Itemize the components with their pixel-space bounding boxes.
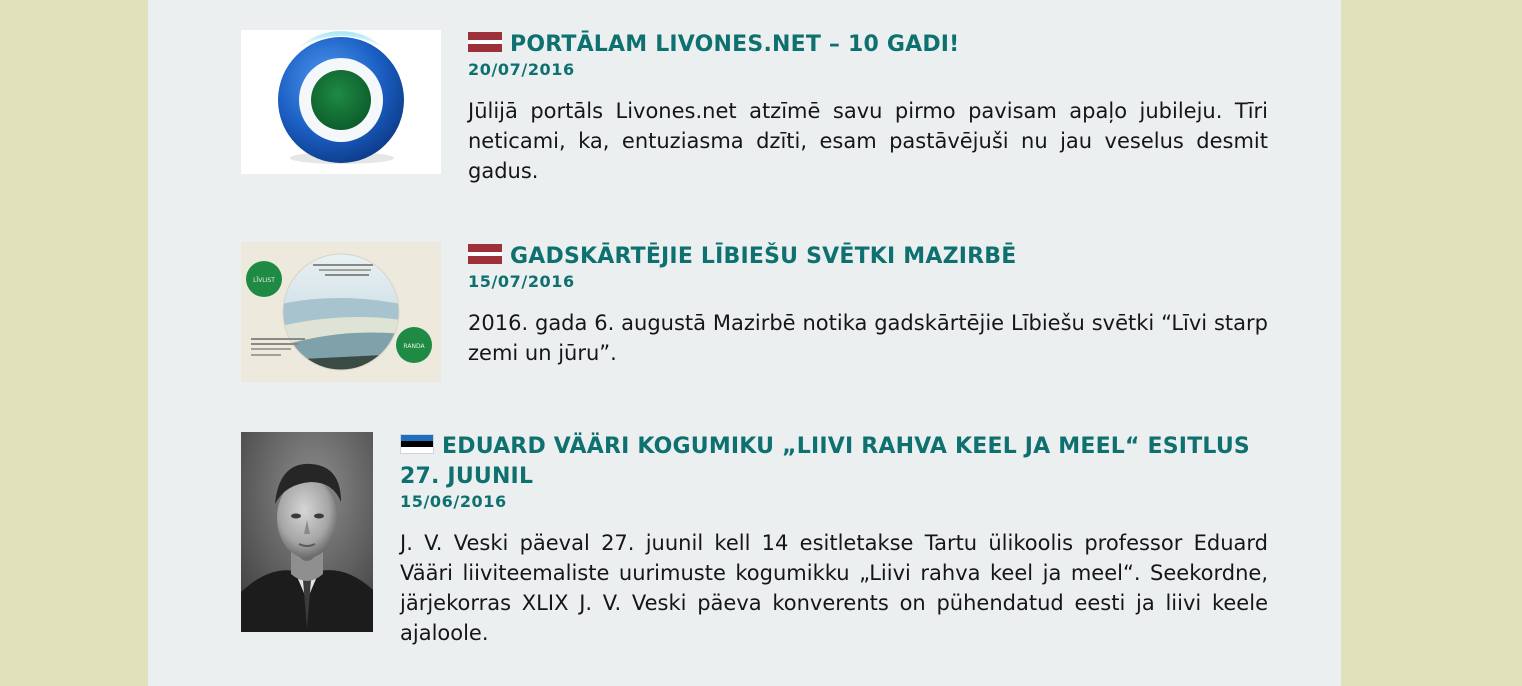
news-item-body (468, 242, 1268, 368)
news-title-link[interactable]: EDUARD VÄÄRI KOGUMIKU „LIIVI RAHVA KEEL JA MEEL“ ESITLUS 27. JUUNIL (400, 434, 1250, 489)
svg-text:RANDA: RANDA (403, 343, 425, 350)
news-title (468, 242, 1268, 272)
latvian-flag-icon (468, 244, 502, 264)
news-title (468, 30, 1268, 60)
news-item-body (400, 432, 1268, 648)
news-item (241, 242, 1268, 382)
news-list (148, 0, 1341, 686)
latvian-flag-icon (468, 32, 502, 52)
target-logo-icon (241, 30, 441, 174)
estonian-flag-icon (400, 434, 434, 454)
news-title-link[interactable]: GADSKĀRTĒJIE LĪBIEŠU SVĒTKI MAZIRBĒ (510, 244, 1017, 269)
portrait-photo-image (241, 432, 373, 632)
festival-poster-thumbnail[interactable] (241, 242, 441, 382)
news-date: 15/06/2016 (400, 492, 507, 511)
news-item (241, 432, 1268, 662)
news-title-link[interactable]: PORTĀLAM LIVONES.NET – 10 GADI! (510, 32, 960, 57)
news-date: 20/07/2016 (468, 60, 575, 79)
livones-logo-thumbnail[interactable] (241, 30, 441, 174)
news-excerpt: 2016. gada 6. augustā Mazirbē notika gadskārtējie Lībiešu svētki “Līvi starp zemi un jūru”. (468, 311, 1268, 365)
news-excerpt: Jūlijā portāls Livones.net atzīmē savu pirmo pavisam apaļo jubileju. Tīri neticami, ka, entuziasma dzīti, esam pastāvējuši nu jau veselus desmit gadus. (468, 99, 1268, 183)
news-item-body (468, 30, 1268, 186)
portrait-photo-thumbnail[interactable] (241, 432, 373, 632)
svg-text:LĪVLIST: LĪVLIST (253, 277, 275, 284)
news-title (400, 432, 1268, 492)
news-item (241, 30, 1268, 190)
news-date: 15/07/2016 (468, 272, 575, 291)
news-excerpt: J. V. Veski päeval 27. juunil kell 14 esitletakse Tartu ülikoolis professor Eduard Vääri liiviteemaliste uurimuste kogumikku „Liivi rahva keel ja meel“. Seekordne, järjekorras XLIX J. V. Veski päeva konverents on pühendatud eesti ja liivi keele ajaloole. (400, 531, 1268, 645)
festival-poster-image (241, 242, 441, 382)
